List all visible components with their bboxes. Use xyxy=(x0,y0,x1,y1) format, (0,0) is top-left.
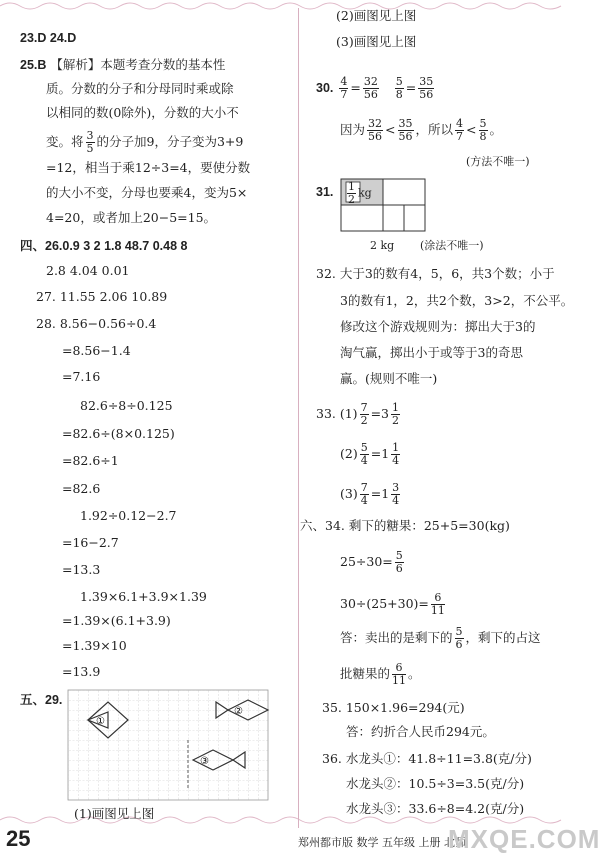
answer-36-line1: 36. 水龙头①：41.8÷11=3.8(克/分) xyxy=(322,751,532,766)
answer-28-step8: =1.39×(6.1+3.9) xyxy=(62,613,171,628)
answer-30-line1: 30. $\frac{4}{7}$ = $\frac{32}{56}$ $\frac{5}{8}$ = $\frac{35}{56}$ xyxy=(316,75,434,101)
answer-33-2: (2) $\frac{5}{4}$ =1 $\frac{1}{4}$ xyxy=(340,441,400,467)
answer-29-part2: (2)画图见上图 xyxy=(336,8,417,23)
answer-25-line1: 25.B 【解析】本题考查分数的基本性 xyxy=(20,57,226,72)
answer-32-line3: 修改这个游戏规则为：掷出大于3的 xyxy=(340,319,536,334)
answer-28-step6: =16−2.7 xyxy=(62,535,119,550)
answer-28-expr3: 1.92÷0.12−2.7 xyxy=(80,508,177,523)
answer-35-line1: 35. 150×1.96=294(元) xyxy=(322,700,465,715)
watermark: MXQE.COM xyxy=(448,824,600,854)
top-wave-border xyxy=(0,0,561,12)
answer-33-3: (3) $\frac{7}{4}$ =1 $\frac{3}{4}$ xyxy=(340,481,400,507)
answer-34-line3: 30÷(25+30)= $\frac{6}{11}$ xyxy=(340,591,445,617)
answer-25-line7: 4=20，或者加上20−5=15。 xyxy=(46,210,217,225)
grid-figure xyxy=(68,690,278,802)
answer-26-line1: 四、26.0.9 3 2 1.8 48.7 0.48 8 xyxy=(20,239,188,253)
footer-info: 郑州都市版 数学 五年级 上册 北师 xyxy=(298,836,466,849)
answer-34-line5: 批糖果的 $\frac{6}{11}$ 。 xyxy=(340,661,421,687)
answer-32-line4: 淘气赢，掷出小于或等于3的奇思 xyxy=(340,345,523,360)
answer-32-line2: 3的数有1，2，共2个数，3>2，不公平。 xyxy=(340,293,574,308)
fraction-3-5: $\frac{3}{5}$ xyxy=(86,129,94,155)
answer-31-label: 31. xyxy=(316,185,334,199)
answer-30-note: (方法不唯一) xyxy=(466,155,530,168)
answer-36-line2: 水龙头②：10.5÷3=3.5(克/分) xyxy=(346,776,525,791)
answer-28-step3: =82.6÷(8×0.125) xyxy=(62,426,175,441)
answer-30-line2: 因为 $\frac{32}{56}$ < $\frac{35}{56}$ ，所以 $\frac{4}{7}$ < $\frac{5}{8}$ 。 xyxy=(340,117,503,143)
answer-28-step4: =82.6÷1 xyxy=(62,453,119,468)
answer-28-step9: =1.39×10 xyxy=(62,638,127,653)
answer-26-line2: 2.8 4.04 0.01 xyxy=(46,263,130,278)
answer-36-line3: 水龙头③：33.6÷8=4.2(克/分) xyxy=(346,801,525,816)
answer-28-step2: =7.16 xyxy=(62,369,101,384)
answer-28-expr2: 82.6÷8÷0.125 xyxy=(80,398,173,413)
answer-29-part1: (1)画图见上图 xyxy=(74,806,155,821)
answer-34-line2: 25÷30= $\frac{5}{6}$ xyxy=(340,549,403,575)
q31-note: (涂法不唯一) xyxy=(420,239,484,252)
answer-27: 27. 11.55 2.06 10.89 xyxy=(36,289,168,304)
answer-28-step7: =13.3 xyxy=(62,562,101,577)
answer-32-line5: 赢。(规则不唯一) xyxy=(340,371,438,386)
answer-25-line6: 的大小不变，分母也要乘4，变为5× xyxy=(46,185,248,200)
grid-label-3: ③ xyxy=(200,756,209,767)
answer-35-line2: 答：约折合人民币294元。 xyxy=(346,724,495,739)
answer-25-line3: 以相同的数(0除外)，分数的大小不 xyxy=(46,105,239,120)
answer-25-line4: 变。将 $\frac{3}{5}$ 的分子加9，分子变为3+9 xyxy=(46,129,244,155)
column-divider xyxy=(298,8,299,828)
answer-29-part3: (3)画图见上图 xyxy=(336,34,417,49)
answer-28-expr4: 1.39×6.1+3.9×1.39 xyxy=(80,589,207,604)
answer-25-line2: 质。分数的分子和分母同时乘或除 xyxy=(46,81,234,96)
answer-28-step10: =13.9 xyxy=(62,664,101,679)
grid-label-2: ② xyxy=(234,706,243,717)
answer-34-line1: 六、34. 剩下的糖果：25+5=30(kg) xyxy=(300,518,510,533)
q31-caption: 2 kg xyxy=(370,239,395,252)
answer-28-step1: =8.56−1.4 xyxy=(62,343,131,358)
answer-33-1: 33. (1) $\frac{7}{2}$ =3 $\frac{1}{2}$ xyxy=(316,401,399,427)
answer-29-label: 五、29. xyxy=(20,693,63,707)
answer-28-expr1: 28. 8.56−0.56÷0.4 xyxy=(36,316,157,331)
page-number: 25 xyxy=(6,826,31,851)
answer-32-line1: 32. 大于3的数有4，5，6，共3个数；小于 xyxy=(316,266,555,281)
answer-34-line4: 答：卖出的是剩下的 $\frac{5}{6}$ ，剩下的占这 xyxy=(340,625,541,651)
answer-23-24: 23.D 24.D xyxy=(20,31,77,45)
answer-25-line5: =12，相当于乘12÷3=4，要使分数 xyxy=(46,160,251,175)
answer-28-step5: =82.6 xyxy=(62,481,101,496)
grid-label-1: ① xyxy=(96,716,105,727)
q31-box-label: $\frac{1}{2}$ kg xyxy=(348,180,372,206)
